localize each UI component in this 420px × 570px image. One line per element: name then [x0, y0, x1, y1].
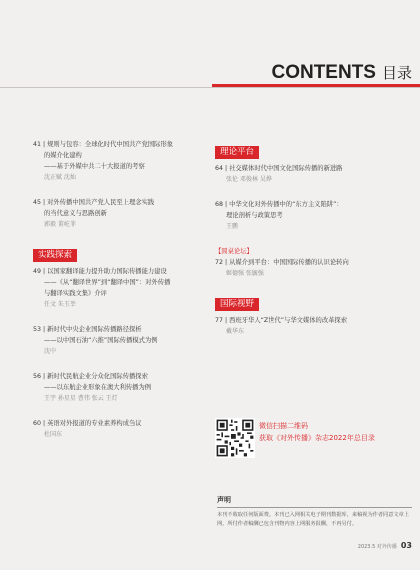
statement-body: 本刊不收取任何版面费。本刊已入网相关电子期刊数据库，来稿视为作者同意文章上网。所付作者稿酬已包含刊物内容上网服务报酬，不再另付。 — [217, 512, 409, 527]
toc-title-line: 72 | 从媒介到平台：中国国际传播的认识论转向 — [215, 259, 349, 266]
toc-entry[interactable] — [215, 257, 415, 279]
qr-caption — [259, 420, 375, 444]
qr-code-icon[interactable] — [215, 418, 255, 458]
toc-title-line: ——以中国石油“六推”国际传播模式为例 — [44, 337, 158, 344]
toc-title-line: 56 | 新时代民航企业分众化国际传播探索 — [33, 373, 148, 380]
toc-entry[interactable] — [33, 266, 208, 310]
page-footer — [358, 541, 412, 550]
toc-title-line: 与翻译实践文集》介评 — [44, 290, 107, 297]
toc-authors: 张伦 邓俊林 吴烨 — [226, 176, 272, 183]
toc-entry[interactable] — [33, 418, 208, 440]
toc-title-line: 41 | 规则与包容：全球化时代中国共产党国际形象 — [33, 141, 174, 148]
toc-authors: 沈正赋 沈灿 — [44, 174, 76, 181]
toc-authors: 杜国东 — [44, 431, 63, 438]
toc-title-line: 68 | 中华文化对外传播中的“东方主义陷阱”： — [215, 201, 343, 208]
section-label-international: 国际视野 — [215, 298, 259, 311]
toc-title-line: 77 | 西班牙华人“Z世代”与华文媒体的改革探索 — [215, 317, 348, 324]
left-column — [33, 139, 208, 454]
toc-authors: 戴华东 — [226, 328, 245, 335]
header-rule-gray — [0, 87, 420, 88]
toc-title-line: 60 | 英语对外报道的专业素养构成刍议 — [33, 420, 142, 427]
toc-authors: 王宇 孙星星 曹伟 张云 王灯 — [44, 395, 118, 402]
toc-title-line: ——以东航企业形象在澳大利传播为例 — [44, 384, 152, 391]
toc-entry[interactable] — [33, 324, 208, 357]
toc-authors: 姬德强 张毓强 — [226, 270, 264, 277]
toc-entry[interactable] — [215, 315, 415, 337]
toc-authors: 郭毅 董屹菲 — [44, 221, 76, 228]
page-number: 03 — [400, 541, 412, 550]
statement-title: 声明 — [217, 495, 412, 508]
toc-title-line: 的媒介化建构 — [44, 152, 82, 159]
toc-title-line: ——基于外媒中共二十大报道的考察 — [44, 163, 145, 170]
toc-title-line: 49 | 以国家翻译能力提升助力国际传播能力建设 — [33, 268, 167, 275]
issue-label: 2023.5 对外传播 — [357, 544, 397, 550]
section-label-theory: 理论平台 — [215, 146, 259, 159]
toc-title-line: ——《从“翻译世界”到“翻译中国”：对外传播 — [44, 279, 171, 286]
qr-caption-line: 获取《对外传播》杂志2022年总目录 — [259, 434, 375, 442]
toc-entry[interactable] — [215, 163, 415, 185]
contents-title: CONTENTS — [271, 62, 376, 83]
toc-entry[interactable] — [215, 199, 415, 232]
statement-box — [217, 495, 412, 529]
toc-title-line: 64 | 社交媒体时代中国文化国际传播的新进路 — [215, 165, 343, 172]
toc-authors: 任文 朱玉莘 — [44, 301, 76, 308]
contents-subtitle: 目录 — [381, 65, 412, 82]
right-column — [215, 139, 415, 351]
toc-title-line: 理论剖析与政策思考 — [226, 212, 283, 219]
toc-entry[interactable] — [33, 197, 208, 230]
contents-header — [271, 62, 412, 84]
toc-title-line: 53 | 新时代中央企业国际传播路径探析 — [33, 326, 142, 333]
subsection-label-roundtable: 【圆桌论坛】 — [215, 248, 253, 255]
toc-authors: 王鹏 — [226, 223, 239, 230]
toc-title-line: 45 | 对外传播中国共产党人民至上理念实践 — [33, 199, 155, 206]
toc-entry[interactable] — [33, 371, 208, 404]
section-label-practice: 实践探索 — [33, 249, 77, 262]
toc-authors: 沈中 — [44, 348, 57, 355]
qr-caption-line: 微信扫描二维码 — [259, 422, 308, 430]
toc-entry[interactable] — [33, 139, 208, 183]
toc-title-line: 的当代意义与思路创新 — [44, 210, 107, 217]
